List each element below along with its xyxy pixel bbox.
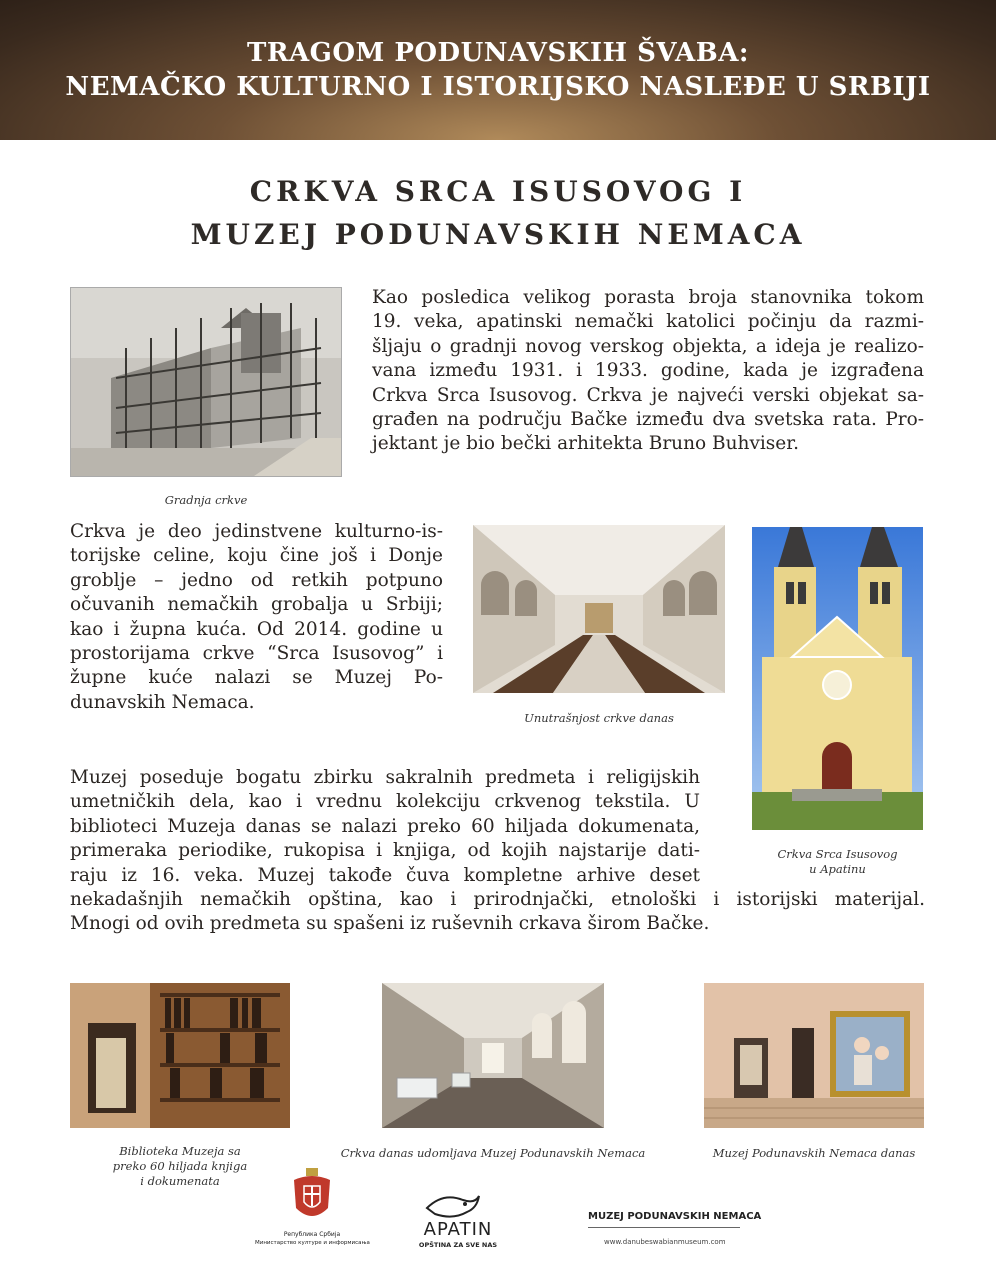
caption-church-line-2: u Apatinu [809, 862, 866, 876]
paragraph-museum [70, 766, 700, 888]
paragraph-museum-line: Mnogi od ovih predmeta su spašeni iz ruševnih crkava širom Bačke. [70, 913, 710, 935]
museum-logo [588, 1210, 762, 1254]
paragraph-museum-line: umetničkih dela, kao i vrednu kolekciju crkvenog tekstila. U [70, 791, 700, 813]
paragraph-history-line: Kao posledica velikog porasta broja stanovnika tokom [372, 287, 924, 308]
paragraph-complex-line: Crkva je deo jedinstvene kulturno-is- [70, 521, 443, 542]
caption-museum-room: Muzej Podunavskih Nemaca danas [712, 1146, 916, 1160]
serbia-logo [255, 1168, 370, 1258]
apatin-name: APATIN [423, 1219, 493, 1240]
paragraph-history-line: građen na području Bačke između dva svetska rata. Pro- [372, 409, 924, 431]
corridor-photo [382, 983, 604, 1128]
caption-construction: Gradnja crkve [164, 493, 248, 507]
paragraph-museum-line: Muzej poseduje bogatu zbirku sakralnih predmeta i religijskih [70, 767, 700, 788]
paragraph-complex-line: dunavskih Nemaca. [70, 691, 255, 713]
paragraph-history-line: šljaju o gradnji novog verskog objekta, a ideja je realizo- [372, 335, 924, 357]
caption-library [100, 1144, 260, 1189]
paragraph-complex-line: kao i župna kuća. Od 2014. godine u [70, 618, 443, 640]
paragraph-museum-line: primeraka periodike, rukopisa i knjiga, od kojih najstarije dati- [70, 840, 700, 862]
paragraph-museum-line: biblioteci Muzeja danas se nalazi preko 60 hiljada dokumenata, [70, 815, 700, 837]
caption-church-line-1: Crkva Srca Isusovog [777, 847, 898, 861]
paragraph-museum-continued [70, 888, 925, 937]
paragraph-complex-line: očuvanih nemačkih grobalja u Srbiji; [70, 594, 443, 616]
apatin-fish-icon [423, 1190, 483, 1222]
paragraph-complex-line: torijske celine, koju čine još i Donje [70, 545, 443, 567]
caption-corridor: Crkva danas udomljava Muzej Podunavskih Nemaca [340, 1146, 646, 1160]
interior-photo [473, 525, 725, 693]
paragraph-history-line: 19. veka, apatinski nemački katolici počinju da razmi- [372, 311, 924, 333]
paragraph-history-line: vana između 1931. i 1933. godine, kada je izgrađena [372, 360, 924, 382]
museum-logo-divider [588, 1227, 740, 1228]
paragraph-complex-line: prostorijama crkve “Srca Isusovog” i [70, 643, 443, 665]
page-title-line-1: CRKVA SRCA ISUSOVOG I [249, 175, 747, 208]
header-line-1: TRAGOM PODUNAVSKIH ŠVABA: [247, 38, 749, 68]
caption-library-line-2: preko 60 hiljada knjiga [112, 1159, 248, 1173]
museum-logo-url: www.danubeswabianmuseum.com [604, 1238, 726, 1246]
paragraph-complex-line: groblje – jedno od retkih potpuno [70, 569, 443, 591]
header-line-2: NEMAČKO KULTURNO I ISTORIJSKO NASLEĐE U SRBIJI [65, 72, 931, 102]
paragraph-history-line: Crkva Srca Isusovog. Crkva je najveći verski objekat sa- [372, 384, 924, 406]
paragraph-museum-line: nekadašnjih nemačkih opština, kao i prirodnjački, etnološki i istorijski materijal. [70, 889, 925, 910]
construction-photo [70, 287, 342, 477]
paragraph-complex [70, 520, 443, 715]
museum-logo-name: MUZEJ PODUNAVSKIH NEMACA [588, 1211, 762, 1222]
paragraph-history-line: jektant je bio bečki arhitekta Bruno Buhviser. [372, 433, 799, 455]
paragraph-museum-line: raju iz 16. veka. Muzej takođe čuva kompletne arhive deset [70, 864, 700, 886]
paragraph-complex-line: župne kuće nalazi se Muzej Po- [70, 667, 443, 689]
caption-library-line-1: Biblioteka Muzeja sa [119, 1144, 241, 1158]
apatin-logo [415, 1190, 501, 1250]
church-exterior-photo [752, 527, 923, 830]
caption-interior: Unutrašnjost crkve danas [524, 711, 674, 725]
museum-room-photo [704, 983, 924, 1128]
paragraph-history [372, 286, 924, 457]
serbia-coat-of-arms-icon [292, 1168, 332, 1226]
library-photo [70, 983, 290, 1128]
apatin-slogan: OPŠTINA ZA SVE NAS [418, 1241, 498, 1249]
page-title-line-2: MUZEJ PODUNAVSKIH NEMACA [190, 218, 806, 251]
caption-library-line-3: i dokumenata [140, 1174, 220, 1188]
serbia-logo-line-2: Министарство културе и информисања [255, 1240, 370, 1246]
caption-church [752, 847, 923, 877]
serbia-logo-line-1: Република Србија [283, 1231, 341, 1238]
header-banner [0, 0, 996, 140]
